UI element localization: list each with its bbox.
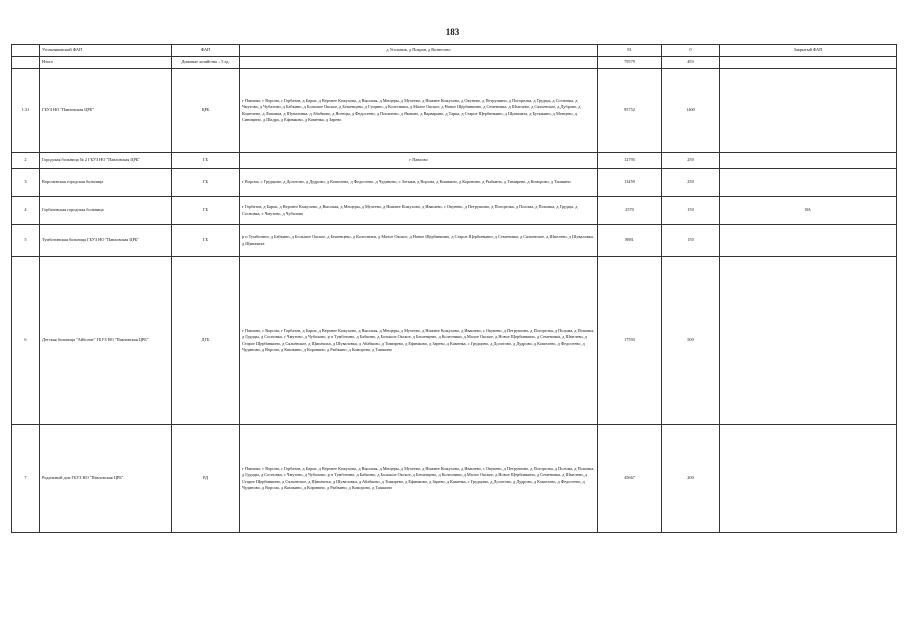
beds-count: 150 [662,225,720,257]
facility-name: Угольниковский ФАП [40,45,172,57]
table-row [12,153,897,169]
table-row [12,69,897,153]
facility-type: РД [172,425,240,533]
facility-name: Горбатовская городская больница [40,197,172,225]
table-row [12,169,897,197]
facility-name: Итого [40,57,172,69]
note-cell: ВА [720,197,897,225]
beds-count: 0 [662,45,720,57]
facility-name: Городская больница № 2 ГБУЗ НО "Павловская ЦРБ" [40,153,172,169]
note-cell [720,69,897,153]
facility-type: ГБ [172,225,240,257]
facility-name: Детская больница "Айболит" ГБУЗ НО "Павловская ЦРБ" [40,257,172,425]
facility-type: ДГБ [172,257,240,425]
served-addresses: р п Тумботино, д Бабкино, д Большое Окское, д Бешенцево, д Колесники, д Малое Окское, д Новое Щербинкино, д Старое Щербинкино, д Семеновка, д Сяльевское, д Шмелево, д Шуваловка, д Щипачиха [240,225,598,257]
facility-type: ГБ [172,169,240,197]
facility-name: Тумботинская больница ГБУЗ НО "Павловская ЦРБ" [40,225,172,257]
facilities-table [11,44,897,533]
table-row [12,257,897,425]
note-cell [720,153,897,169]
served-addresses: г Павлово, г Ворсма, г Горбатов, д Барок, д Верхнее Кожухово, д Высокая, д Мещеры, д Мухеево, д Нижнее Кожухово, д Ивашево, с Окунево, д Петрушино, д Погорелка, д Полома, д Поповка, д Грудцы, д Сосновка, с Чмутово, д Чубалово, р п Тумботино, д Бабкино, д Большое Окское, д Бешенцево, д Колесники, д Малое Окское, д Новое Щербинкино, д Семеновка, д Шмелево, д Старое Щербинкино, д Сяльевское, д Щипачиха, д Шуваловка, д Абабково, д Тимирево, д Ефимково, д Зарево, д Каменка, с Грудцино, д Долотово, д Дудрово, д Кошелево, д Федосеево, д Чудиново, д Ворсма, д Кишкино, д Коровино, д Рыбкино, д Коморово, д Ташкино [240,425,598,533]
note-cell [720,225,897,257]
population-count: 79579 [598,57,662,69]
page-number: 183 [445,27,460,37]
row-number: 7 [12,425,40,533]
row-number [12,45,40,57]
facility-type: ГБ [172,197,240,225]
served-addresses: г Павлово [240,153,598,169]
facility-type: Домовые хозяйства – 5 ед. [172,57,240,69]
facility-name: Ворсменская городская больница [40,169,172,197]
served-addresses: г Горбатов, д Барок, д Верхнее Кожухово, д Высокая, д Мещеры, д Мухеево, д Нижнее Кожухово, д Ивашево, с Окунево, д Петрушино, д Погорелка, д Полома, д Поповка, д Грудцы, д Сосновка, с Чмутово, д Чубалово [240,197,598,225]
row-number [12,57,40,69]
population-count: 81 [598,45,662,57]
note-cell [720,425,897,533]
beds-count: 500 [662,257,720,425]
row-number: 3 [12,169,40,197]
served-addresses: г Павлово, г Ворсма, г Горбатов, д Барок, д Верхнее Кожухово, д Высокая, д Мещеры, д Мухеево, д Нижнее Кожухово, д Ивашево, с Окунево, д Петрушино, д Погорелка, д Полома, д Поповка, д Грудцы, д Сосновка, с Чмутово, д Чубалово, р п Тумботино, д Бабкино, д Большое Окское, д Бешенцево, д Колесники, д Малое Окское, д Новое Щербинкино, д Семеновка, д Шмелево, д Старое Щербинкино, д Сяльевское, д Щипачиха, д Шуваловка, д Абабково, д Тимирево, д Ефимково, д Зарево, д Каменка, с Грудцино, д Долотово, д Дудрово, д Кошелево, д Федосеево, д Чудиново, д Ворсма, д Кишкино, д Коровино, д Рыбкино, д Коморово, д Ташкино [240,257,598,425]
population-count: 13459 [598,169,662,197]
served-addresses: д Угольник, д Покров, д Вознесено [240,45,598,57]
population-count: 95752 [598,69,662,153]
row-number: 1.31 [12,69,40,153]
beds-count: 200 [662,425,720,533]
table-row [12,225,897,257]
note-cell [720,57,897,69]
table-row [12,57,897,69]
facility-name: Родильный дом ГБУЗ НО "Павловская ЦРБ" [40,425,172,533]
population-count: 12795 [598,153,662,169]
facility-name: ГБУЗ НО "Павловская ЦРБ" [40,69,172,153]
population-count: 2570 [598,197,662,225]
table-row [12,45,897,57]
note-cell: Закрытый ФАП [720,45,897,57]
row-number: 5 [12,225,40,257]
note-cell [720,169,897,197]
beds-count: 250 [662,169,720,197]
row-number: 6 [12,257,40,425]
population-count: 17593 [598,257,662,425]
beds-count: 150 [662,197,720,225]
beds-count: 1400 [662,69,720,153]
population-count: 45667 [598,425,662,533]
beds-count: 250 [662,153,720,169]
row-number: 4 [12,197,40,225]
population-count: 8881 [598,225,662,257]
note-cell [720,257,897,425]
served-addresses: г Ворсма, с Грудцино, д Долотово, д Дудрово, д Кошелево, д Федосеево, д Чудиново, с Зотыки, д Ворсма, д Кишкино, д Коровино, д Рыбкино, д Тимирево, д Коморово, д Ташкино [240,169,598,197]
served-addresses [240,57,598,69]
row-number: 2 [12,153,40,169]
facility-type: ЦРБ [172,69,240,153]
facility-type: ФАП [172,45,240,57]
table-row [12,425,897,533]
beds-count: 493 [662,57,720,69]
table-row [12,197,897,225]
facility-type: ГБ [172,153,240,169]
served-addresses: г Павлово, г Ворсма, г Горбатов, д Барок, д Верхнее Кожухово, д Высокая, д Мещеры, д Мухеево, д Нижнее Кожухово, д Окунево, д Петрушино, д Погорелка, д Грудцы, д Сосновка, д Чмутово, д Чубалово, д Бабкино, д Большое Окское, д Бешенцево, д Гущино, д Колесники, д Малое Окское, д Новое Щербинкино, д Семеновка, д Шмелево, д Сяльевское, д Дуброво, д Кошелево, д Липовка, д Шуваловка, д Абабково, д Ясенцы, д Федосеево, д Пошатово, д Ямново, д Варварино, д Тарка, д Старое Щербинкино, д Щипачиха, д Бутыкино, д Монцево, д Синицино, д Шадра, д Ефимково, д Каменка, д Зарево [240,69,598,153]
